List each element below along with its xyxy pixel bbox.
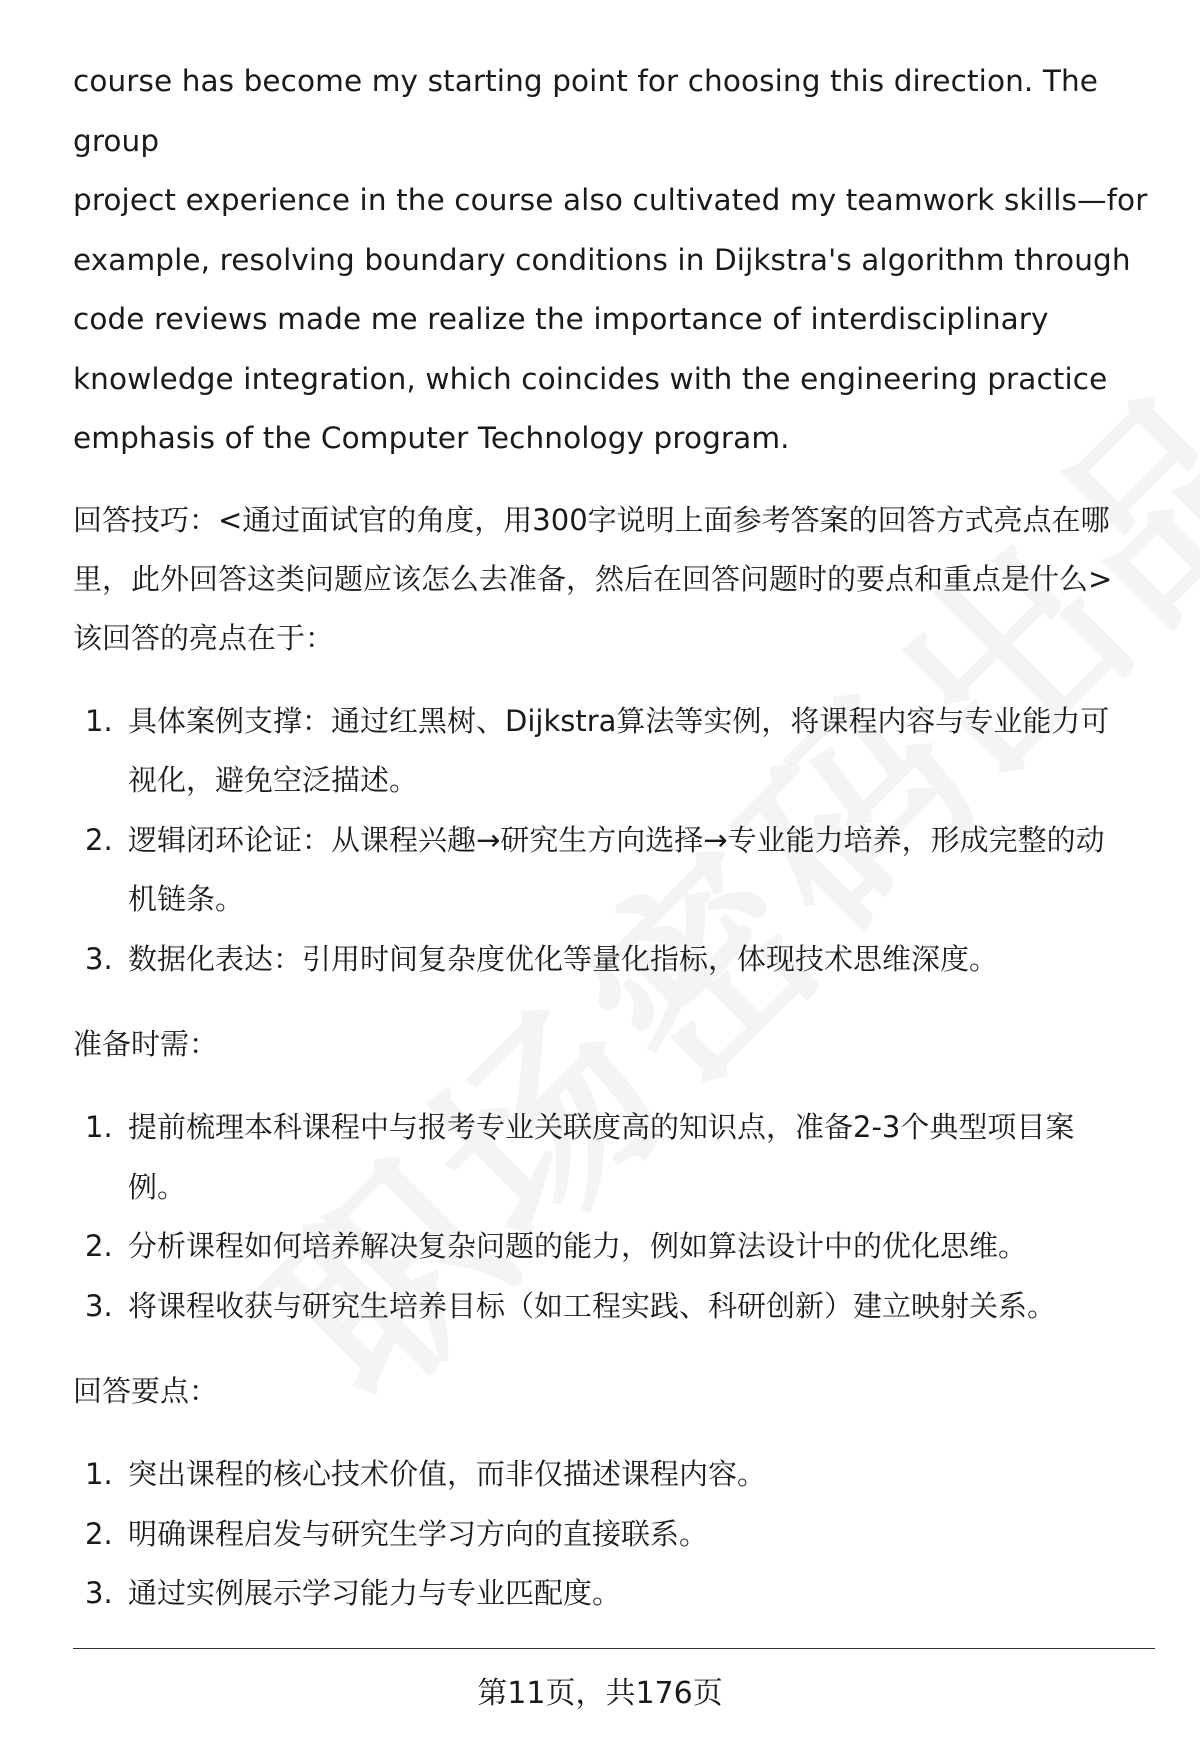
list-number: 2.	[85, 822, 113, 857]
list-item	[73, 1098, 1153, 1217]
page-number: 第11页，共176页	[477, 1676, 723, 1711]
intro-line: emphasis of the Computer Technology program.	[73, 421, 790, 455]
intro-line: course has become my starting point for choosing this direction. The group	[73, 64, 1099, 158]
list-number: 2.	[85, 1516, 113, 1551]
list-item-text: 具体案例支撑：通过红黑树、Dijkstra算法等实例，将课程内容与专业能力可	[128, 703, 1110, 738]
list-item	[73, 1277, 1153, 1337]
list-item-text: 通过实例展示学习能力与专业匹配度。	[128, 1576, 622, 1610]
list-item-text: 机链条。	[128, 882, 245, 916]
list-item	[73, 1217, 1153, 1277]
list-number: 1.	[85, 1457, 113, 1491]
list-item-text: 明确课程启发与研究生学习方向的直接联系。	[128, 1516, 709, 1551]
highlights-list	[73, 692, 1153, 990]
prep-heading: 准备时需：	[73, 1027, 219, 1061]
list-item	[73, 1564, 1153, 1624]
list-item	[73, 811, 1153, 930]
list-item-text: 逻辑闭环论证：从课程兴趣→研究生方向选择→专业能力培养，形成完整的动	[128, 822, 1105, 857]
intro-line: example, resolving boundary conditions in Dijkstra's algorithm through	[73, 242, 1131, 277]
intro-line: knowledge integration, which coincides with the engineering practice	[73, 361, 1108, 396]
intro-line: code reviews made me realize the importance of interdisciplinary	[73, 302, 1049, 336]
intro-line: project experience in the course also cultivated my teamwork skills—for	[73, 183, 1148, 217]
list-item-text: 视化，避免空泛描述。	[128, 763, 419, 797]
list-item	[73, 1445, 1153, 1505]
list-number: 3.	[85, 1576, 113, 1610]
keypoints-list	[73, 1445, 1153, 1624]
list-item-text: 将课程收获与研究生培养目标（如工程实践、科研创新）建立映射关系。	[128, 1288, 1057, 1323]
list-number: 3.	[85, 1288, 113, 1323]
document-page	[73, 52, 1153, 1624]
highlights-heading: 该回答的亮点在于：	[73, 620, 335, 655]
footer-divider	[73, 1648, 1155, 1649]
keypoints-heading: 回答要点：	[73, 1374, 219, 1408]
list-item-text: 例。	[128, 1169, 187, 1204]
tips-line: 回答技巧：<通过面试官的角度，用300字说明上面参考答案的回答方式亮点在哪	[73, 502, 1110, 537]
tips-line: 里，此外回答这类问题应该怎么去准备，然后在回答问题时的要点和重点是什么>	[73, 561, 1113, 596]
list-item	[73, 1505, 1153, 1565]
list-item	[73, 692, 1153, 811]
list-item-text: 分析课程如何培养解决复杂问题的能力，例如算法设计中的优化思维。	[128, 1229, 1028, 1263]
list-number: 3.	[85, 941, 113, 976]
list-number: 2.	[85, 1229, 113, 1263]
list-item	[73, 930, 1153, 990]
prep-list	[73, 1098, 1153, 1336]
tips-section	[73, 491, 1153, 668]
list-number: 1.	[85, 703, 113, 738]
list-number: 1.	[85, 1110, 113, 1144]
list-item-text: 数据化表达：引用时间复杂度优化等量化指标，体现技术思维深度。	[128, 941, 999, 976]
list-item-text: 突出课程的核心技术价值，而非仅描述课程内容。	[128, 1457, 767, 1491]
list-item-text: 提前梳理本科课程中与报考专业关联度高的知识点，准备2-3个典型项目案	[128, 1110, 1075, 1144]
intro-paragraph	[73, 52, 1153, 469]
